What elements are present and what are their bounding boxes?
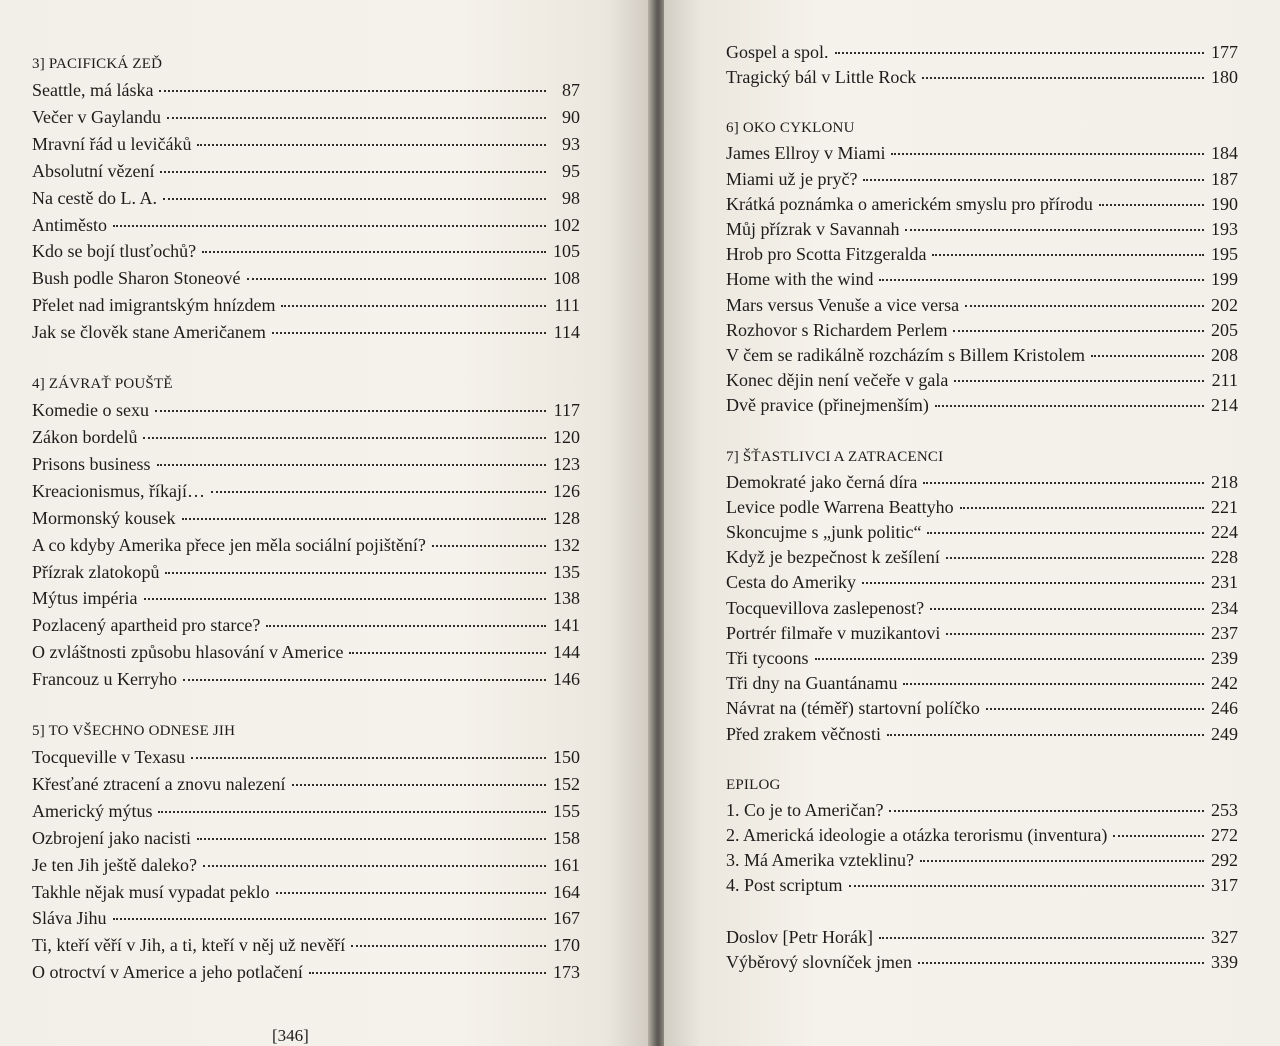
entry-title: Takhle nějak musí vypadat peklo [32,881,270,902]
entry-title: Hrob pro Scotta Fitzgeralda [726,244,927,265]
toc-entry [32,959,580,986]
entry-page-number: 231 [1211,572,1238,593]
dot-leader [432,545,546,547]
toc-entry [32,585,580,612]
entry-title: 1. Co je to Američan? [726,799,884,820]
toc-entry [726,925,1238,950]
toc-entry [726,368,1238,393]
toc-entry [32,612,580,639]
dot-leader [935,405,1204,407]
entry-title: Před zrakem věčnosti [726,723,881,744]
dot-leader [986,708,1204,710]
entry-title: Pozlacený apartheid pro starce? [32,615,261,636]
entry-page-number: 132 [553,534,580,555]
dot-leader [158,811,546,813]
toc-entry [726,696,1238,721]
entry-page-number: 317 [1211,875,1238,896]
entry-page-number: 221 [1211,496,1238,517]
dot-leader [903,683,1204,685]
toc-entry [32,292,580,319]
entry-page-number: 327 [1211,926,1238,947]
toc-entry [726,192,1238,217]
entry-title: Výběrový slovníček jmen [726,951,912,972]
dot-leader [965,305,1204,307]
entry-title: Mravní řád u levičáků [32,133,192,154]
entry-page-number: 93 [562,133,580,154]
entry-page-number: 205 [1211,319,1238,340]
entry-page-number: 117 [553,400,580,421]
dot-leader [946,633,1204,635]
dot-leader [202,251,546,253]
entry-page-number: 90 [562,106,580,127]
entry-page-number: 161 [553,854,580,875]
toc-entry [32,532,580,559]
entry-page-number: 214 [1211,395,1238,416]
entry-page-number: 292 [1211,850,1238,871]
entry-page-number: 202 [1211,294,1238,315]
entry-title: Přelet nad imigrantským hnízdem [32,295,276,316]
entry-page-number: 98 [562,187,580,208]
entry-title: Tragický bál v Little Rock [726,67,917,88]
toc-entry [32,238,580,265]
dot-leader [920,860,1204,862]
entry-page-number: 164 [553,881,580,902]
toc-entry [726,596,1238,621]
entry-title: Seattle, má láska [32,80,154,100]
dot-leader [197,144,546,146]
dot-leader [849,885,1204,887]
entry-title: Americký mýtus [32,800,153,821]
entry-title: 2. Americká ideologie a otázka terorismu (inventura) [726,825,1108,846]
toc-entry [726,293,1238,318]
section-title: 3] PACIFICKÁ ZEĎ [32,56,163,72]
section-title: 7] ŠŤASTLIVCI A ZATRACENCI [726,448,944,465]
entry-title: Mars versus Venuše a vice versa [726,294,960,315]
entry-page-number: 158 [553,827,580,848]
dot-leader [930,608,1204,610]
toc-entry [32,77,580,104]
entry-title: Večer v Gaylandu [32,106,161,127]
page-number: [346] [272,1026,309,1045]
toc-entry [32,158,580,185]
left-toc [32,52,580,986]
entry-title: O zvláštnosti způsobu hlasování v Americe [32,642,344,663]
dot-leader [157,464,546,466]
dot-leader [1091,355,1204,357]
toc-entry [32,825,580,852]
entry-page-number: 228 [1211,547,1238,568]
toc-entry [726,267,1238,292]
entry-page-number: 138 [553,588,580,609]
entry-title: Tři tycoons [726,648,809,669]
entry-title: 4. Post scriptum [726,875,843,896]
right-page [664,0,1280,1046]
entry-title: Sláva Jihu [32,908,107,929]
dot-leader [918,962,1204,964]
section-title: EPILOG [726,776,781,793]
toc-entry [32,424,580,451]
entry-title: Home with the wind [726,269,874,290]
entry-page-number: 126 [553,480,580,501]
section-title: 6] OKO CYKLONU [726,120,855,137]
dot-leader [923,482,1204,484]
toc-entry [726,848,1238,873]
entry-title: Dvě pravice (přinejmenším) [726,395,929,416]
section-title: 5] TO VŠECHNO ODNESE JIH [32,723,236,740]
entry-page-number: 193 [1211,219,1238,240]
dot-leader [889,810,1204,812]
dot-leader [1099,204,1204,206]
entry-page-number: 120 [553,426,580,447]
toc-entry [32,451,580,478]
entry-title: Rozhovor s Richardem Perlem [726,319,948,340]
dot-leader [113,918,547,920]
toc-entry [32,639,580,666]
dot-leader [203,865,546,867]
entry-page-number: 135 [553,561,580,582]
toc-entry [726,798,1238,823]
dot-leader [946,557,1204,559]
toc-entry [32,397,580,424]
entry-page-number: 128 [553,507,580,528]
dot-leader [276,892,546,894]
entry-title: A co kdyby Amerika přece jen měla sociální pojištění? [32,534,426,555]
entry-title: Křesťané ztracení a znovu nalezení [32,773,286,794]
toc-entry [32,319,580,346]
toc-entry [726,621,1238,646]
entry-page-number: 246 [1211,698,1238,719]
entry-title: Přízrak zlatokopů [32,561,160,582]
toc-entry [726,65,1238,90]
entry-title: James Ellroy v Miami [726,143,886,164]
toc-section [726,40,1238,90]
entry-page-number: 114 [553,322,580,343]
entry-page-number: 239 [1211,648,1238,669]
toc-entry [726,545,1238,570]
toc-entry [726,950,1238,975]
entry-title: Absolutní vězení [32,160,155,181]
dot-leader [815,658,1205,660]
entry-title: Návrat na (téměř) startovní políčko [726,698,980,719]
entry-title: Na cestě do L. A. [32,187,157,208]
entry-page-number: 141 [553,615,580,636]
dot-leader [905,229,1204,231]
entry-page-number: 272 [1211,825,1238,846]
toc-entry [32,478,580,505]
entry-page-number: 211 [1211,370,1238,391]
entry-title: Prisons business [32,453,151,474]
dot-leader [160,171,546,173]
dot-leader [165,572,546,574]
dot-leader [349,652,546,654]
dot-leader [281,305,546,307]
entry-title: Kdo se bojí tlusťochů? [32,241,197,262]
dot-leader [167,117,546,119]
toc-section [32,719,580,986]
entry-page-number: 218 [1211,471,1238,492]
dot-leader [292,784,546,786]
entry-page-number: 102 [553,214,580,235]
toc-entry [32,879,580,906]
dot-leader [960,507,1204,509]
dot-leader [954,380,1204,382]
toc-section [726,116,1238,418]
entry-title: Jak se člověk stane Američanem [32,322,266,343]
entry-page-number: 155 [553,800,580,821]
entry-page-number: 208 [1211,345,1238,366]
toc-entry [726,873,1238,898]
entry-page-number: 253 [1211,799,1238,820]
entry-title: Gospel a spol. [726,42,829,62]
dot-leader [887,734,1204,736]
dot-leader [932,254,1204,256]
entry-page-number: 339 [1211,951,1238,972]
dot-leader [163,198,546,200]
dot-leader [159,90,546,92]
dot-leader [862,582,1204,584]
entry-page-number: 249 [1211,723,1238,744]
toc-entry [726,318,1238,343]
dot-leader [143,437,546,439]
dot-leader [155,410,546,412]
entry-title: Cesta do Ameriky [726,572,856,593]
section-title: 4] ZÁVRAŤ POUŠTĚ [32,376,173,393]
toc-entry [32,265,580,292]
toc-entry [726,393,1238,418]
entry-page-number: 177 [1211,42,1238,62]
entry-title: V čem se radikálně rozcházím s Billem Kristolem [726,345,1086,366]
entry-title: Bush podle Sharon Stoneové [32,268,241,289]
toc-entry [726,495,1238,520]
entry-page-number: 105 [553,241,580,262]
entry-page-number: 144 [553,642,580,663]
entry-title: 3. Má Amerika vzteklinu? [726,850,914,871]
entry-page-number: 167 [553,908,580,929]
toc-section [32,372,580,693]
entry-title: Krátká poznámka o americkém smyslu pro přírodu [726,193,1093,214]
entry-title: Ti, kteří věří v Jih, a ti, kteří v něj už nevěří [32,935,346,956]
dot-leader [953,330,1204,332]
dot-leader [113,225,546,227]
entry-title: Skoncujme s „junk politic“ [726,522,922,543]
entry-page-number: 237 [1211,622,1238,643]
entry-title: Kreacionismus, říkají… [32,480,205,501]
toc-section [32,52,580,346]
toc-entry [32,104,580,131]
dot-leader [247,278,547,280]
entry-page-number: 150 [553,747,580,768]
dot-leader [1113,835,1204,837]
toc-entry [726,141,1238,166]
toc-entry [32,666,580,693]
entry-title: Když je bezpečnost k zešílení [726,547,940,568]
entry-title: Mýtus impéria [32,588,138,609]
entry-page-number: 224 [1211,522,1238,543]
entry-title: Antiměsto [32,214,107,235]
entry-page-number: 195 [1211,244,1238,265]
entry-page-number: 152 [553,773,580,794]
toc-entry [726,570,1238,595]
entry-title: Zákon bordelů [32,426,138,447]
entry-title: Miami už je pryč? [726,168,858,189]
dot-leader [922,77,1204,79]
entry-page-number: 199 [1211,269,1238,290]
toc-entry [726,343,1238,368]
entry-title: Francouz u Kerryho [32,669,177,690]
right-toc [726,40,1238,975]
toc-entry [726,470,1238,495]
toc-entry [32,505,580,532]
entry-title: Komedie o sexu [32,400,149,421]
entry-title: Portrér filmaře v muzikantovi [726,622,941,643]
toc-section [726,773,1238,899]
dot-leader [927,532,1204,534]
toc-entry [726,217,1238,242]
entry-page-number: 187 [1211,168,1238,189]
toc-entry [726,40,1238,65]
entry-title: Ozbrojení jako nacisti [32,827,191,848]
toc-entry [726,722,1238,747]
dot-leader [835,52,1205,54]
dot-leader [197,838,546,840]
dot-leader [266,625,546,627]
toc-entry [726,671,1238,696]
dot-leader [309,972,546,974]
dot-leader [211,491,546,493]
toc-entry [32,744,580,771]
entry-page-number: 190 [1211,193,1238,214]
toc-entry [726,242,1238,267]
dot-leader [183,679,546,681]
entry-title: Mormonský kousek [32,507,176,528]
entry-page-number: 146 [553,669,580,690]
dot-leader [144,598,547,600]
dot-leader [863,179,1204,181]
toc-entry [32,185,580,212]
toc-entry [726,646,1238,671]
dot-leader [879,279,1204,281]
entry-title: Můj přízrak v Savannah [726,219,900,240]
entry-page-number: 111 [554,295,580,316]
dot-leader [182,518,547,520]
entry-title: Tocqueville v Texasu [32,747,186,768]
toc-section [726,925,1238,975]
entry-page-number: 123 [553,453,580,474]
entry-page-number: 170 [553,935,580,956]
dot-leader [891,153,1204,155]
entry-title: Levice podle Warrena Beattyho [726,496,954,517]
toc-entry [32,771,580,798]
entry-title: Tocquevillova zaslepenost? [726,597,925,618]
dot-leader [191,757,546,759]
toc-entry [32,905,580,932]
toc-entry [32,932,580,959]
entry-page-number: 173 [553,962,580,983]
toc-section [726,445,1238,747]
entry-page-number: 242 [1211,673,1238,694]
entry-page-number: 234 [1211,597,1238,618]
dot-leader [351,945,546,947]
toc-entry [726,823,1238,848]
entry-page-number: 108 [553,268,580,289]
dot-leader [879,937,1204,939]
toc-entry [32,798,580,825]
toc-entry [32,559,580,586]
toc-entry [726,520,1238,545]
toc-entry [726,167,1238,192]
toc-entry [32,131,580,158]
entry-page-number: 184 [1211,143,1238,164]
entry-title: O otroctví v Americe a jeho potlačení [32,962,303,983]
entry-page-number: 87 [562,80,580,100]
entry-title: Konec dějin není večeře v gala [726,370,949,391]
entry-title: Demokraté jako černá díra [726,471,918,492]
toc-entry [32,852,580,879]
toc-entry [32,212,580,239]
entry-title: Doslov [Petr Horák] [726,926,873,947]
dot-leader [272,332,546,334]
entry-title: Je ten Jih ještě daleko? [32,854,197,875]
entry-page-number: 180 [1211,67,1238,88]
entry-page-number: 95 [562,160,580,181]
entry-title: Tři dny na Guantánamu [726,673,898,694]
